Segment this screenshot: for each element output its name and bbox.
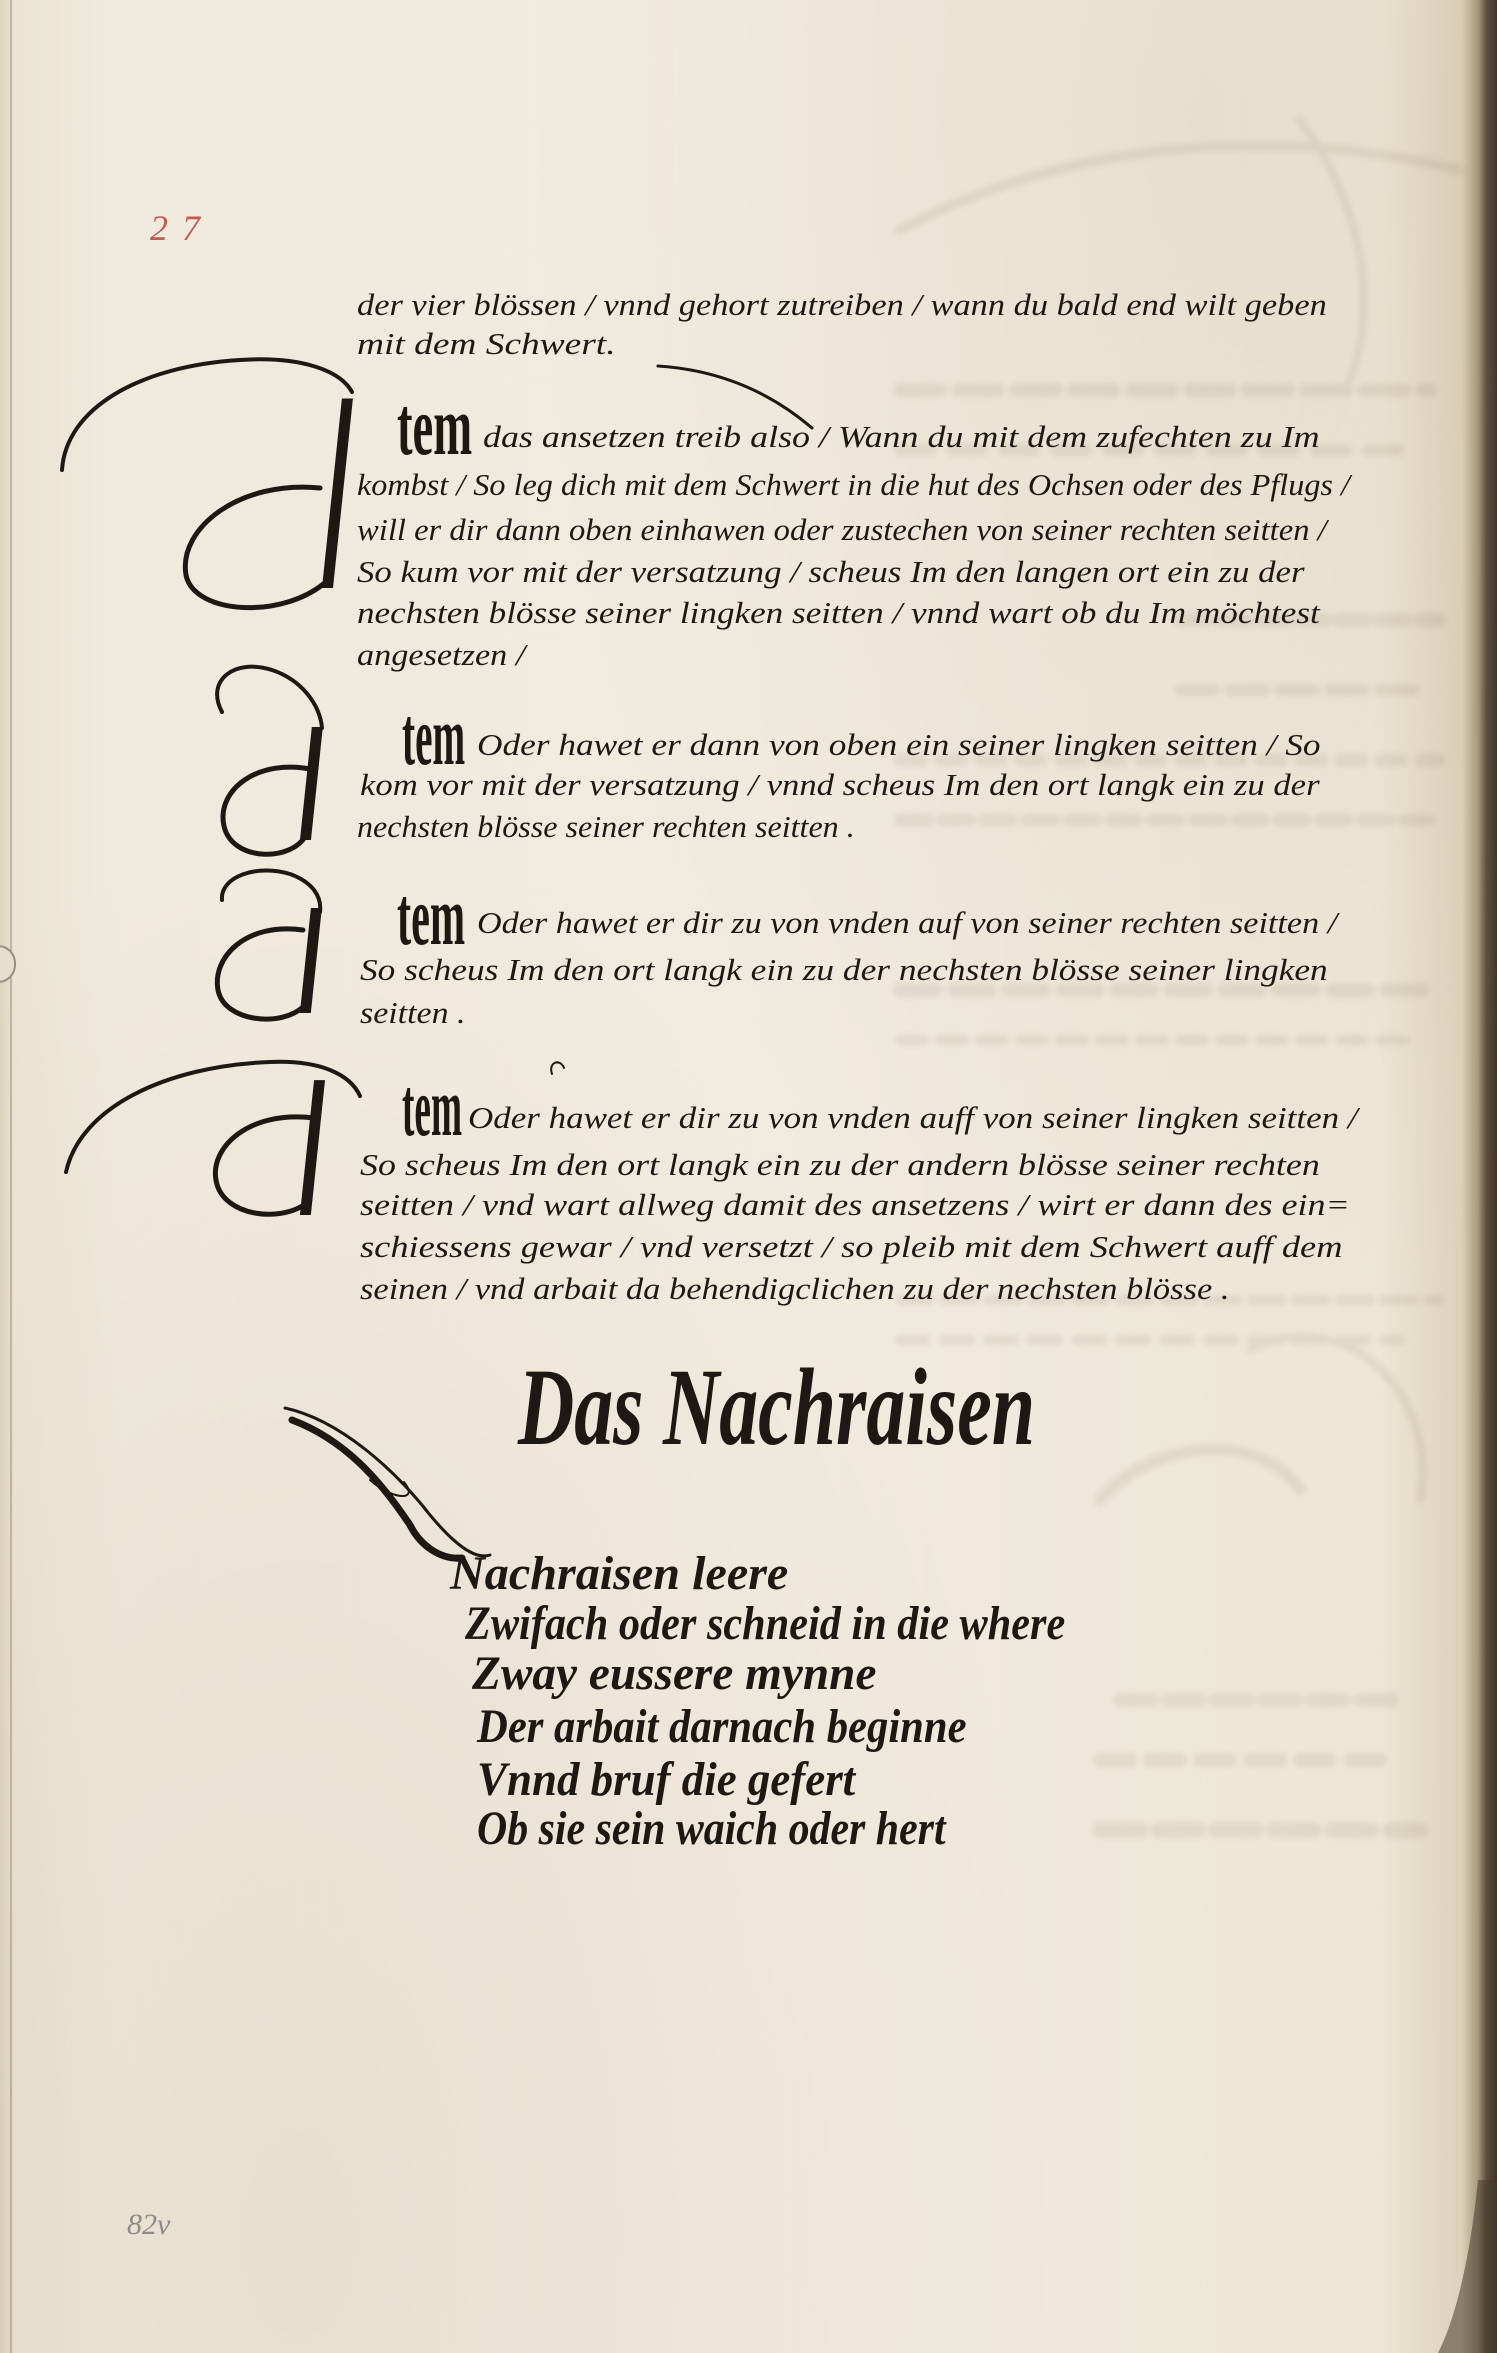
intro-line: mit dem Schwert. [357,326,616,361]
item-line: angesetzen / [357,637,526,672]
page-corner-curl [1438,2180,1497,2353]
item-line: das ansetzen treib also / Wann du mit dem zufechten zu Im [483,419,1320,454]
item-initial: I [284,1044,340,1260]
verse-line: Nachraisen leere [450,1547,789,1600]
verse-flourish [285,1408,490,1558]
item-initial-rest: tem [397,380,473,473]
item-line: Oder hawet er dann von oben ein seiner lingken seitten / So [477,727,1321,762]
item-line: So kum vor mit der versatzung / scheus Im den langen ort ein zu der [357,554,1305,589]
section-heading: Das Nachraisen [518,1346,1036,1468]
item-line: kom vor mit der versatzung / vnnd scheus Im den ort langk ein zu der [360,767,1320,802]
item-initial-rest: tem [402,690,466,783]
item-initial: I [285,695,338,877]
item-line: seitten . [360,995,466,1030]
item-line: Oder hawet er dir zu von vnden auff von seiner lingken seitten / [468,1100,1358,1135]
item-line: Oder hawet er dir zu von vnden auf von seiner rechten seitten / [477,905,1338,940]
folio-number: 27 [150,208,214,248]
item-line: So scheus Im den ort langk ein zu der andern blösse seiner rechten [360,1147,1320,1182]
item-initial-rest: tem [402,1061,463,1154]
item-initial-rest: tem [397,870,466,963]
item-3-flourish [217,870,335,1047]
verse-line: Der arbait darnach beginne [477,1700,967,1753]
item-2-flourish [217,667,337,877]
item-line: schiessens gewar / vnd versetzt / so pleib mit dem Schwert auff dem [360,1229,1343,1264]
item-line: seinen / vnd arbait da behendigclichen zu der nechsten blösse . [360,1271,1230,1306]
item-line: will er dir dann oben einhawen oder zustechen von seiner rechten seitten / [357,512,1327,547]
item-line: seitten / vnd wart allweg damit des ansetzens / wirt er dann des ein= [360,1187,1350,1222]
verse-line: Zway eussere mynne [472,1647,877,1700]
pencil-foliation: 82v [127,2208,171,2241]
item-line: nechsten blösse seiner lingken seitten / vnnd wart ob du Im möchtest [357,595,1320,630]
item-initial: I [304,347,370,651]
item-initial: I [285,880,336,1048]
verse-line: Ob sie sein waich oder hert [477,1802,946,1855]
binding-edge [10,0,12,2353]
item-line: So scheus Im den ort langk ein zu der nechsten blösse seiner lingken [360,952,1328,987]
page-tab [0,945,16,983]
item-line: kombst / So leg dich mit dem Schwert in die hut des Ochsen oder des Pflugs / [357,467,1350,502]
intro-line: der vier blössen / vnnd gehort zutreiben / wann du bald end wilt geben [357,287,1327,322]
verse-line: Zwifach oder schneid in die where [465,1597,1066,1650]
item-line: nechsten blösse seiner rechten seitten . [357,809,855,844]
verse-line: Vnnd bruf die gefert [477,1753,856,1806]
